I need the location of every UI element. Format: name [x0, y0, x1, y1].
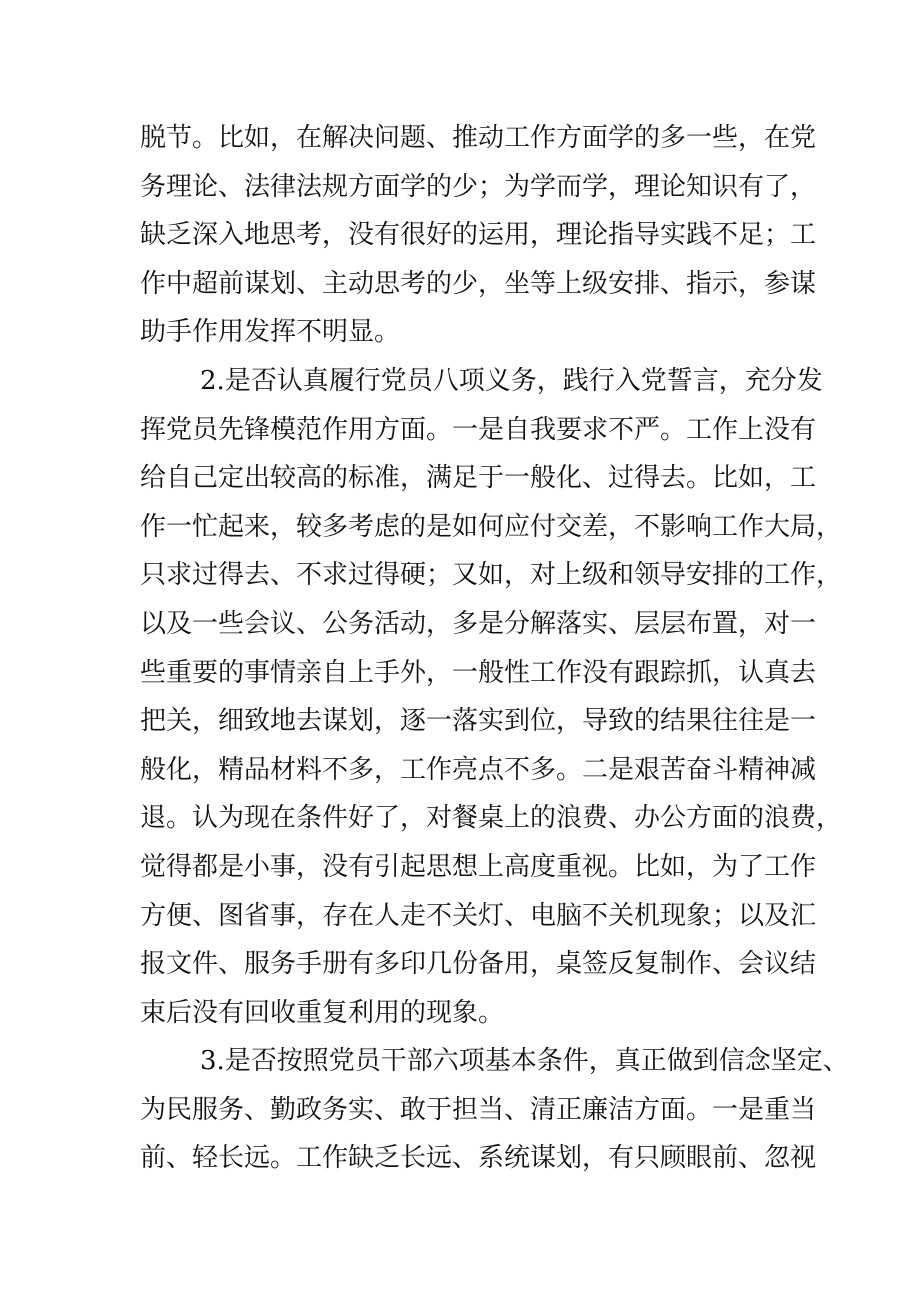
- text-line: 助手作用发挥不明显。: [140, 317, 401, 348]
- text-line: 给自己定出较高的标准，满足于一般化、过得去。比如，工: [140, 463, 817, 494]
- text-line: 2.是否认真履行党员八项义务，践行入党誓言，充分发: [200, 365, 823, 396]
- text-line: 务理论、法律法规方面学的少；为学而学，理论知识有了，: [140, 171, 817, 202]
- text-line: 以及一些会议、公务活动，多是分解落实、层层布置，对一: [140, 608, 817, 639]
- paragraph-1: [140, 114, 817, 357]
- text-line: 作一忙起来，较多考虑的是如何应付交差，不影响工作大局，: [140, 511, 843, 542]
- text-line: 只求过得去、不求过得硬；又如，对上级和领导安排的工作，: [140, 560, 843, 591]
- paragraph-2: [140, 357, 843, 1037]
- text-line: 把关，细致地去谋划，逐一落实到位，导致的结果往往是一: [140, 706, 817, 737]
- text-line: 脱节。比如，在解决问题、推动工作方面学的多一些，在党: [140, 123, 817, 153]
- text-line: 缺乏深入地思考，没有很好的运用，理论指导实践不足；工: [140, 220, 817, 251]
- text-line: 报文件、服务手册有多印几份备用，桌签反复制作、会议结: [140, 949, 817, 980]
- text-line: 般化，精品材料不多，工作亮点不多。二是艰苦奋斗精神减: [140, 754, 817, 785]
- text-line: 方便、图省事，存在人走不关灯、电脑不关机现象；以及汇: [140, 900, 817, 931]
- document-body: [140, 114, 849, 1183]
- text-line: 些重要的事情亲自上手外，一般性工作没有跟踪抓，认真去: [140, 657, 817, 688]
- text-line: 觉得都是小事，没有引起思想上高度重视。比如，为了工作: [140, 851, 817, 882]
- text-line: 3.是否按照党员干部六项基本条件，真正做到信念坚定、: [200, 1046, 849, 1077]
- text-line: 为民服务、勤政务实、敢于担当、清正廉洁方面。一是重当: [140, 1094, 817, 1125]
- text-line: 退。认为现在条件好了，对餐桌上的浪费、办公方面的浪费，: [140, 803, 843, 834]
- text-line: 束后没有回收重复利用的现象。: [140, 997, 505, 1028]
- text-line: 作中超前谋划、主动思考的少，坐等上级安排、指示，参谋: [140, 268, 817, 299]
- paragraph-3: [140, 1037, 849, 1183]
- text-line: 前、轻长远。工作缺乏长远、系统谋划，有只顾眼前、忽视: [140, 1143, 817, 1174]
- text-line: 挥党员先锋模范作用方面。一是自我要求不严。工作上没有: [140, 414, 817, 445]
